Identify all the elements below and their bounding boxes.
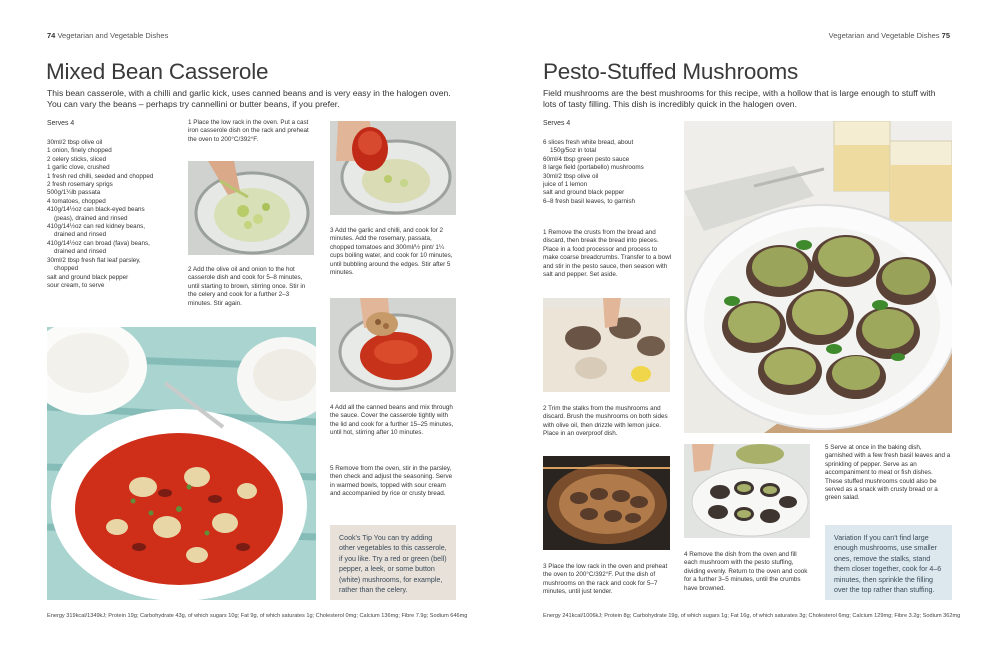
left-intro: This bean casserole, with a chilli and garlic kick, uses canned beans and is very easy in the halogen oven. You can vary the beans – perhaps try cannellini or butter beans, if you prefer. — [47, 88, 451, 110]
ingredient-line: 30ml/2 tbsp fresh flat leaf parsley, — [47, 256, 141, 264]
ingredient-line: 4 tomatoes, chopped — [47, 197, 106, 205]
right-step-2-photo — [543, 298, 670, 392]
ingredient-line: 410g/14½oz can broad (fava) beans, — [47, 239, 150, 247]
right-step-3: 3 Place the low rack in the oven and preheat the oven to 200°C/392°F. Put the dish of mushrooms on the rack and cook for 5–7 minutes, until just tender. — [543, 563, 668, 596]
right-main-photo — [684, 121, 952, 433]
left-running-head-text: Vegetarian and Vegetable Dishes — [57, 31, 169, 40]
right-serves: Serves 4 — [543, 120, 571, 127]
left-step-1-photo — [188, 161, 314, 255]
right-recipe-title: Pesto-Stuffed Mushrooms — [543, 59, 799, 84]
left-serves: Serves 4 — [47, 120, 75, 127]
ingredient-line: 410g/14½oz can red kidney beans, — [47, 223, 146, 231]
left-step-4-photo — [330, 298, 456, 392]
ingredient-line: chopped — [54, 265, 79, 273]
right-running-head — [829, 31, 950, 40]
ingredient-line: salt and ground black pepper — [47, 273, 129, 281]
ingredient-line: 410g/14½oz can black-eyed beans — [47, 206, 145, 214]
left-cooks-tip: Cook's Tip You can try adding other vegetables to this casserole, if you like. Try a red or green (bell) pepper, a leek, or some button (white) mushrooms, for example, rather than the celery. — [330, 525, 456, 600]
ingredient-line: 8 large field (portabello) mushrooms — [543, 164, 644, 172]
ingredient-line: juice of 1 lemon — [543, 181, 588, 189]
ingredient-line: 30ml/2 tbsp olive oil — [47, 139, 103, 146]
left-step-3: 3 Add the garlic and chilli, and cook for 2 minutes. Add the rosemary, passata, chopped tomatoes and 300ml/½ pint/ 1¼ cups boiling water, and cook for 10 minutes, until bubbling around the edges. Stir after 5 minutes. — [330, 227, 453, 277]
ingredient-line: 1 garlic clove, crushed — [47, 164, 110, 172]
ingredient-line: 6–8 fresh basil leaves, to garnish — [543, 197, 636, 205]
left-step-1: 1 Place the low rack in the oven. Put a cast iron casserole dish on the rack and preheat the oven to 200°C/392°F. — [188, 119, 309, 143]
left-recipe-title: Mixed Bean Casserole — [46, 59, 269, 84]
right-intro: Field mushrooms are the best mushrooms for this recipe, with a hollow that is large enough to stuff with lots of tasty filling. This dish is incredibly quick in the halogen oven. — [543, 88, 936, 110]
ingredient-line: 150g/5oz in total — [550, 147, 597, 155]
left-ingredients-list — [47, 139, 182, 290]
left-step-5: 5 Remove from the oven, stir in the parsley, then check and adjust the seasoning. Serve in warmed bowls, topped with sour cream and accompanied by rice or crusty bread. — [330, 465, 453, 498]
left-step-4: 4 Add all the canned beans and mix through the sauce. Cover the casserole tightly with the lid and cook for a further 15–25 minutes, until hot, stirring after 10 minutes. — [330, 404, 454, 437]
right-step-2: 2 Trim the stalks from the mushrooms and discard. Brush the mushrooms on both sides with olive oil, then drizzle with lemon juice. Place in an overproof dish. — [543, 405, 668, 438]
ingredient-line: 500g/1¼lb passata — [47, 189, 101, 197]
left-running-head — [47, 31, 168, 40]
right-step-1: 1 Remove the crusts from the bread and discard, then break the bread into pieces. Place in a food processor and process to make coarse breadcrumbs. Transfer to a bowl and stir in the pesto sauce, then season with salt and pepper. Set aside. — [543, 229, 672, 279]
left-step-3-photo — [330, 121, 456, 215]
ingredient-line: drained and rinsed — [54, 248, 107, 256]
ingredient-line: 6 slices fresh white bread, about — [543, 139, 634, 146]
ingredient-line: 30ml/2 tbsp olive oil — [543, 172, 599, 180]
ingredient-line: drained and rinsed — [54, 231, 107, 239]
left-nutrition: Energy 319kcal/1349kJ; Protein 19g; Carbohydrate 43g, of which sugars 10g; Fat 9g, of which saturates 1g; Cholesterol 0mg; Calcium 136mg; Fibre 7.9g; Sodium 646mg — [47, 613, 468, 619]
left-page-number: 74 — [47, 31, 56, 40]
ingredient-line: sour cream, to serve — [47, 281, 105, 289]
right-variation-tip: Variation If you can't find large enough mushrooms, use smaller ones, remove the stalks, stand them closer together, cook for 4–6 minutes, then sprinkle the filling over the top rather than stuffing. — [825, 525, 952, 600]
ingredient-line: 60ml/4 tbsp green pesto sauce — [543, 155, 630, 163]
right-nutrition: Energy 241kcal/1006kJ; Protein 8g; Carbohydrate 19g, of which sugars 1g; Fat 16g, of which saturates 3g; Cholesterol 6mg; Calcium 129mg; Fibre 3.2g; Sodium 362mg — [543, 613, 961, 619]
left-step-2: 2 Add the olive oil and onion to the hot casserole dish and cook for 5–8 minutes, until starting to brown, stirring once. Stir in the celery and cook for a further 2–3 minutes. Stir again. — [188, 266, 306, 307]
ingredient-line: 1 onion, finely chopped — [47, 147, 112, 155]
ingredient-line: 2 fresh rosemary sprigs — [47, 181, 113, 189]
right-step-4-photo — [684, 444, 810, 538]
ingredient-line: 1 fresh red chilli, seeded and chopped — [47, 172, 154, 180]
ingredient-line: 2 celery sticks, sliced — [47, 155, 107, 163]
right-page-number: 75 — [941, 31, 950, 40]
right-running-head-text: Vegetarian and Vegetable Dishes — [828, 31, 940, 40]
right-step-5: 5 Serve at once in the baking dish, garnished with a few fresh basil leaves and a sprinkling of pepper. Serve as an accompaniment to meat or fish dishes. These stuffed mushrooms could also be served as a snack with crusty bread or a green salad. — [825, 444, 951, 502]
right-ingredients-list — [543, 139, 678, 206]
left-main-photo — [47, 327, 316, 600]
ingredient-line: salt and ground black pepper — [543, 189, 625, 197]
ingredient-line: (peas), drained and rinsed — [54, 214, 128, 222]
right-step-4: 4 Remove the dish from the oven and fill each mushroom with the pesto stuffing, dividing evenly. Return to the oven and cook for a further 3–5 minutes, until the crumbs have browned. — [684, 551, 808, 592]
right-step-3-photo — [543, 456, 670, 550]
